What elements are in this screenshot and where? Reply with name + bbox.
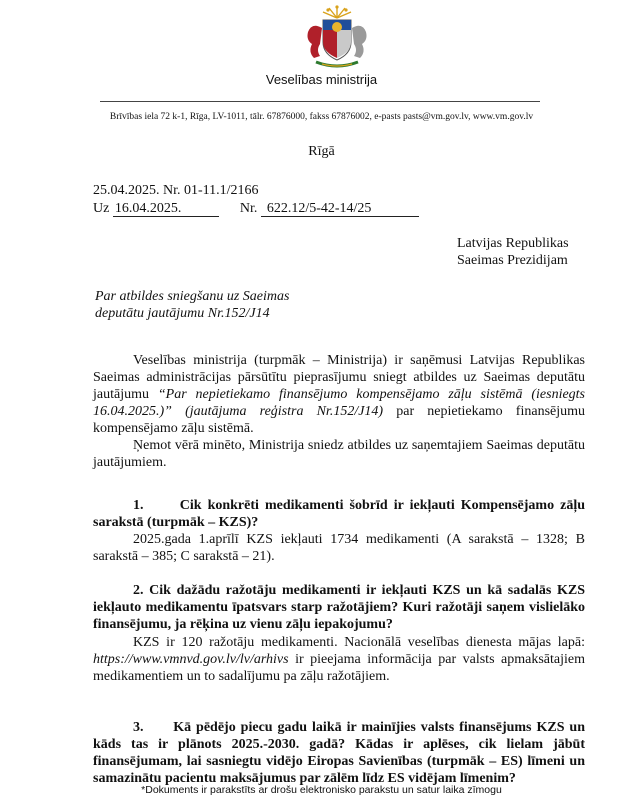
question-2 [93, 582, 585, 633]
latvia-coat-of-arms-logo [292, 4, 382, 72]
signature-footnote: *Dokuments ir parakstīts ar drošu elektronisko parakstu un satur laika zīmogu [141, 784, 502, 796]
transition-paragraph [93, 437, 585, 471]
intro-paragraph [93, 352, 585, 437]
lion-supporter [308, 26, 323, 58]
star-icon [344, 8, 347, 11]
addressee-line: Saeimas Prezidijam [457, 253, 568, 268]
nr-label: Nr. [239, 201, 258, 216]
reply-reference [93, 201, 419, 217]
subject-line: Par atbildes sniegšanu uz Saeimas [95, 289, 290, 304]
question-1 [93, 497, 589, 531]
question-2-text: 2. Cik dažādu ražotāju medikamenti ir iekļauti KZS un kā sadalās KZS iekļauto medikamentu īpatsvars starp ražotājiem? Kuri ražotāji saņem vislielāko finansējumu, ja rēķina uz vienu zāļu iepakojumu? [93, 583, 585, 632]
transition-text: Ņemot vērā minēto, Ministrija sniedz atbildes uz saņemtajiem Saeimas deputātu jautājumiem. [93, 438, 585, 470]
reply-number: 622.12/5-42-14/25 [261, 201, 419, 217]
uz-label: Uz [93, 201, 110, 216]
answer-2 [93, 634, 585, 685]
document-date-number: 25.04.2025. Nr. 01-11.1/2166 [93, 183, 259, 198]
question-3-text: 3. Kā pēdējo piecu gadu laikā ir mainījies valsts finansējums KZS un kāds tas ir plānots 2025.-2030. gadā? Kādas ir aplēses, cik lielam jābūt finansējumam, lai sasniegtu vidējo Eiropas Savienības (turpmāk – ES) līmeni un samazinātu pacientu maksājumus par zālēm līdz ES vidējam līmenim? [93, 720, 589, 786]
answer-2-text-end: ir pieejama informācija par valsts apmaksātajiem medikamentiem un to sadalījumu pa zāļu ražotājiem. [93, 652, 585, 684]
reply-date: 16.04.2025. [113, 201, 219, 217]
ministry-address: Brīvības iela 72 k-1, Rīga, LV-1011, tālr. 67876000, fakss 67876002, e-pasts pasts@vm.gov.lv, www.vm.gov.lv [109, 112, 534, 122]
city-name: Rīgā [308, 144, 335, 159]
question-1-text: 1. Cik konkrēti medikamenti šobrīd ir iekļauti Kompensējamo zāļu sarakstā (turpmāk – KZS)? [93, 498, 589, 530]
question-title: “Par nepietiekamo finansējumo kompensējamo zāļu sistēmā (iesniegts 16.04.2025.)” (jautājuma reģistra Nr.152/J14) [93, 387, 586, 419]
star-icon [335, 5, 338, 8]
intro-text-end: par nepietiekamo finansējumu kompensējamo zāļu sistēmā. [93, 404, 586, 436]
ministry-name: Veselības ministrija [265, 72, 378, 87]
header-divider [100, 101, 540, 102]
star-icon [326, 8, 329, 11]
subject-line: deputātu jautājumu Nr.152/J14 [95, 306, 270, 321]
answer-2-text: KZS ir 120 ražotāju medikamenti. Nacionālā veselības dienesta mājas lapā: [133, 635, 585, 650]
addressee [457, 235, 569, 269]
question-3 [93, 719, 589, 787]
addressee-line: Latvijas Republikas [457, 236, 569, 251]
intro-text: Veselības ministrija (turpmāk – Ministrija) ir saņēmusi Latvijas Republikas Saeimas administrācijas pārsūtītu pieprasījumu sniegt atbildes uz Saeimas deputātu jautājumu [93, 353, 585, 402]
griffin-supporter [352, 26, 367, 58]
letter-subject [95, 288, 289, 322]
answer-1 [93, 531, 585, 565]
nvd-archive-link[interactable]: https://www.vmnvd.gov.lv/lv/arhivs [93, 652, 289, 667]
answer-1-text: 2025.gada 1.aprīlī KZS iekļauti 1734 medikamenti (A sarakstā – 1328; B sarakstā – 385; C sarakstā – 21). [93, 532, 585, 564]
